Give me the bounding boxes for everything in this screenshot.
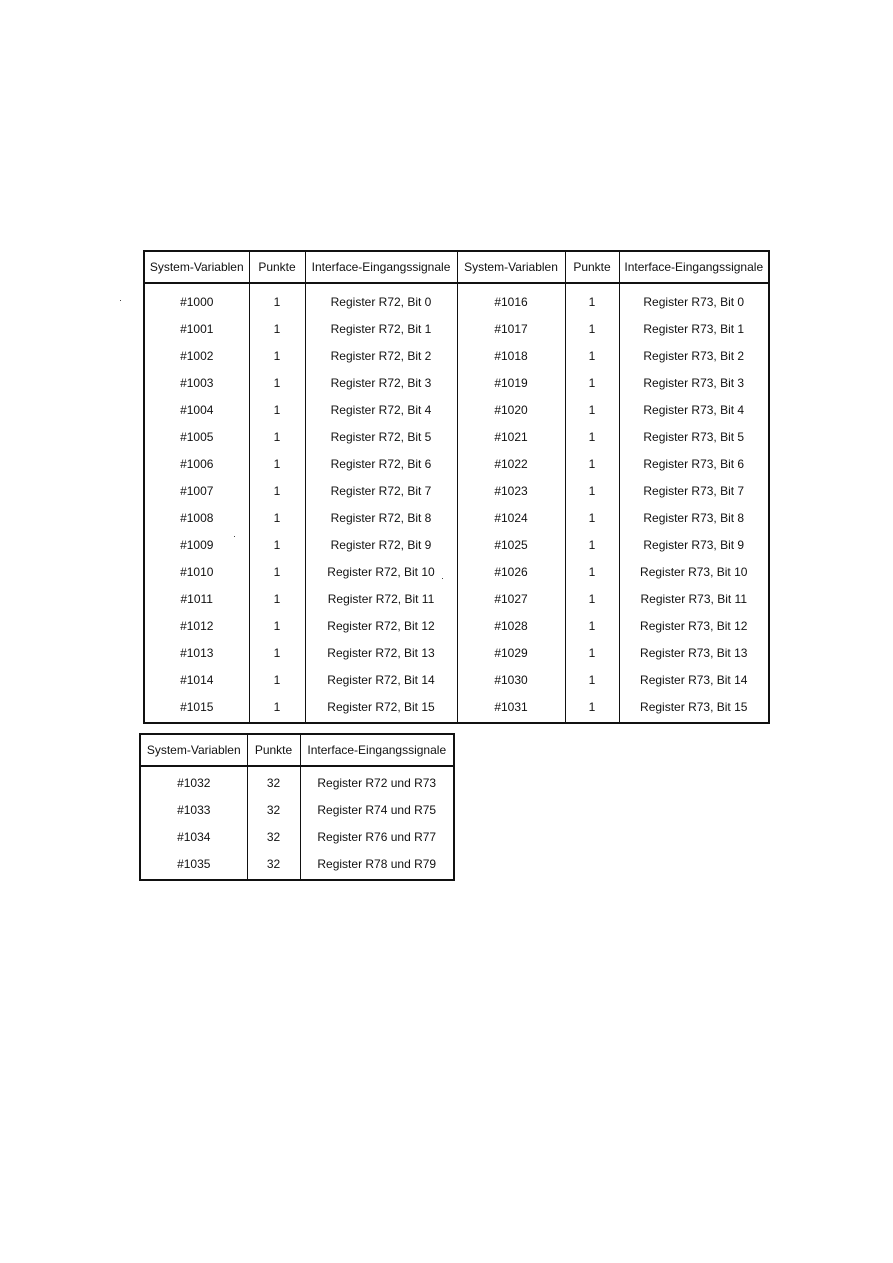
interface-signal-cell: Register R72, Bit 1 [305,315,457,342]
interface-signal-cell: Register R76 und R77 [317,829,437,844]
system-variable-cell: #1013 [144,639,249,666]
table-body [144,283,769,723]
system-variable-cell: #1008 [144,504,249,531]
interface-signal-cell: Register R73, Bit 15 [640,699,748,714]
points-cell: 32 [247,796,300,823]
system-variables-table [143,250,770,724]
points-cell: 1 [565,639,619,666]
table-row [144,423,769,450]
column-header-system-variables: System-Variablen [144,251,249,283]
interface-signal-cell: Register R72, Bit 5 [305,423,457,450]
points-cell: 1 [249,693,305,723]
points-cell: 1 [565,558,619,585]
points-cell: 1 [249,531,305,558]
system-variable-cell: #1007 [144,477,249,504]
register-pairs-table [139,733,455,881]
points-cell: 1 [565,612,619,639]
system-variable-cell: #1024 [457,504,565,531]
system-variable-cell: #1035 [140,850,247,880]
interface-signal-cell: Register R73, Bit 8 [643,510,745,525]
interface-signal-cell: Register R72, Bit 13 [305,639,457,666]
interface-signal-cell: Register R72, Bit 9 [305,531,457,558]
table-row [144,639,769,666]
system-variable-cell: #1006 [144,450,249,477]
points-cell: 1 [565,585,619,612]
interface-signal-cell: Register R73, Bit 3 [643,375,745,390]
points-cell: 1 [249,612,305,639]
system-variable-cell: #1027 [457,585,565,612]
points-cell: 32 [247,823,300,850]
interface-signal-cell: Register R73, Bit 13 [640,645,748,660]
column-header-system-variables: System-Variablen [140,734,247,766]
points-cell: 32 [247,850,300,880]
table-row [144,342,769,369]
points-cell: 1 [249,666,305,693]
column-header-points: Punkte [247,734,300,766]
table-row [144,315,769,342]
system-variable-cell: #1015 [144,693,249,723]
system-variable-cell: #1033 [140,796,247,823]
points-cell: 1 [249,396,305,423]
scan-speck [120,300,121,301]
interface-signal-cell: Register R73, Bit 14 [640,672,748,687]
points-cell: 1 [249,477,305,504]
table-row [144,558,769,585]
points-cell: 1 [249,504,305,531]
table-row [144,693,769,723]
points-cell: 1 [565,369,619,396]
interface-signal-cell: Register R72, Bit 15 [305,693,457,723]
system-variable-cell: #1016 [457,283,565,315]
table-row [144,283,769,315]
system-variable-cell: #1004 [144,396,249,423]
system-variable-cell: #1001 [144,315,249,342]
points-cell: 1 [249,369,305,396]
system-variable-cell: #1030 [457,666,565,693]
points-cell: 1 [249,283,305,315]
interface-signal-cell: Register R73, Bit 2 [643,348,745,363]
table-row [144,585,769,612]
interface-signal-cell: Register R73, Bit 11 [640,591,747,606]
column-header-interface-input-signals: Interface-Eingangssignale [305,251,457,283]
points-cell: 1 [249,450,305,477]
system-variable-cell: #1021 [457,423,565,450]
interface-signal-cell: Register R72, Bit 8 [305,504,457,531]
points-cell: 1 [565,423,619,450]
header-row [144,251,769,283]
interface-signal-cell: Register R73, Bit 12 [640,618,748,633]
system-variable-cell: #1011 [144,585,249,612]
table-row [144,396,769,423]
header-row [140,734,454,766]
points-cell: 1 [565,666,619,693]
points-cell: 1 [249,342,305,369]
points-cell: 1 [565,450,619,477]
points-cell: 1 [249,315,305,342]
interface-signal-cell: Register R73, Bit 4 [643,402,745,417]
system-variable-cell: #1000 [144,283,249,315]
system-variable-cell: #1020 [457,396,565,423]
column-header-interface-input-signals: Interface-Eingangssignale [619,251,769,283]
interface-signal-cell: Register R73, Bit 1 [643,321,745,336]
system-variable-cell: #1031 [457,693,565,723]
system-variable-cell: #1012 [144,612,249,639]
interface-signal-cell: Register R72, Bit 14 [305,666,457,693]
system-variable-cell: #1023 [457,477,565,504]
points-cell: 1 [249,585,305,612]
system-variable-cell: #1009 [144,531,249,558]
system-variable-cell: #1017 [457,315,565,342]
system-variable-cell: #1026 [457,558,565,585]
points-cell: 1 [565,342,619,369]
system-variable-cell: #1032 [140,766,247,796]
interface-signal-cell: Register R72, Bit 12 [305,612,457,639]
column-header-points: Punkte [249,251,305,283]
system-variable-cell: #1002 [144,342,249,369]
table-row [140,850,454,880]
points-cell: 1 [565,693,619,723]
system-variable-cell: #1025 [457,531,565,558]
table-row [144,612,769,639]
table-row [144,666,769,693]
table-header [140,734,454,766]
table-row [140,766,454,796]
table-body [140,766,454,880]
table-row [144,531,769,558]
system-variable-cell: #1014 [144,666,249,693]
interface-signal-cell: Register R72, Bit 2 [305,342,457,369]
interface-signal-cell: Register R73, Bit 10 [640,564,748,579]
points-cell: 1 [565,531,619,558]
table-header [144,251,769,283]
table-row [144,504,769,531]
system-variable-cell: #1010 [144,558,249,585]
interface-signal-cell: Register R72, Bit 4 [305,396,457,423]
points-cell: 1 [249,639,305,666]
system-variable-cell: #1018 [457,342,565,369]
points-cell: 1 [565,315,619,342]
column-header-system-variables: System-Variablen [457,251,565,283]
interface-signal-cell: Register R74 und R75 [317,802,437,817]
interface-signal-cell: Register R73, Bit 7 [643,483,745,498]
interface-signal-cell: Register R72, Bit 7 [305,477,457,504]
system-variable-cell: #1029 [457,639,565,666]
system-variable-cell: #1034 [140,823,247,850]
interface-signal-cell: Register R73, Bit 0 [643,294,745,309]
interface-signal-cell: Register R72, Bit 3 [305,369,457,396]
points-cell: 1 [249,558,305,585]
points-cell: 32 [247,766,300,796]
table-row [144,369,769,396]
table-row [140,823,454,850]
interface-signal-cell: Register R72, Bit 0 [305,283,457,315]
table-row [144,477,769,504]
interface-signal-cell: Register R73, Bit 6 [643,456,745,471]
table-row [144,450,769,477]
system-variable-cell: #1022 [457,450,565,477]
column-header-points: Punkte [565,251,619,283]
system-variable-cell: #1003 [144,369,249,396]
interface-signal-cell: Register R72, Bit 10 [305,558,457,585]
points-cell: 1 [565,396,619,423]
points-cell: 1 [565,477,619,504]
system-variable-cell: #1028 [457,612,565,639]
system-variable-cell: #1005 [144,423,249,450]
interface-signal-cell: Register R72 und R73 [317,775,437,790]
column-header-interface-input-signals: Interface-Eingangssignale [300,734,454,766]
interface-signal-cell: Register R73, Bit 9 [643,537,745,552]
points-cell: 1 [565,283,619,315]
interface-signal-cell: Register R78 und R79 [317,856,437,871]
points-cell: 1 [565,504,619,531]
interface-signal-cell: Register R72, Bit 11 [305,585,457,612]
table-row [140,796,454,823]
system-variable-cell: #1019 [457,369,565,396]
interface-signal-cell: Register R73, Bit 5 [643,429,745,444]
points-cell: 1 [249,423,305,450]
interface-signal-cell: Register R72, Bit 6 [305,450,457,477]
